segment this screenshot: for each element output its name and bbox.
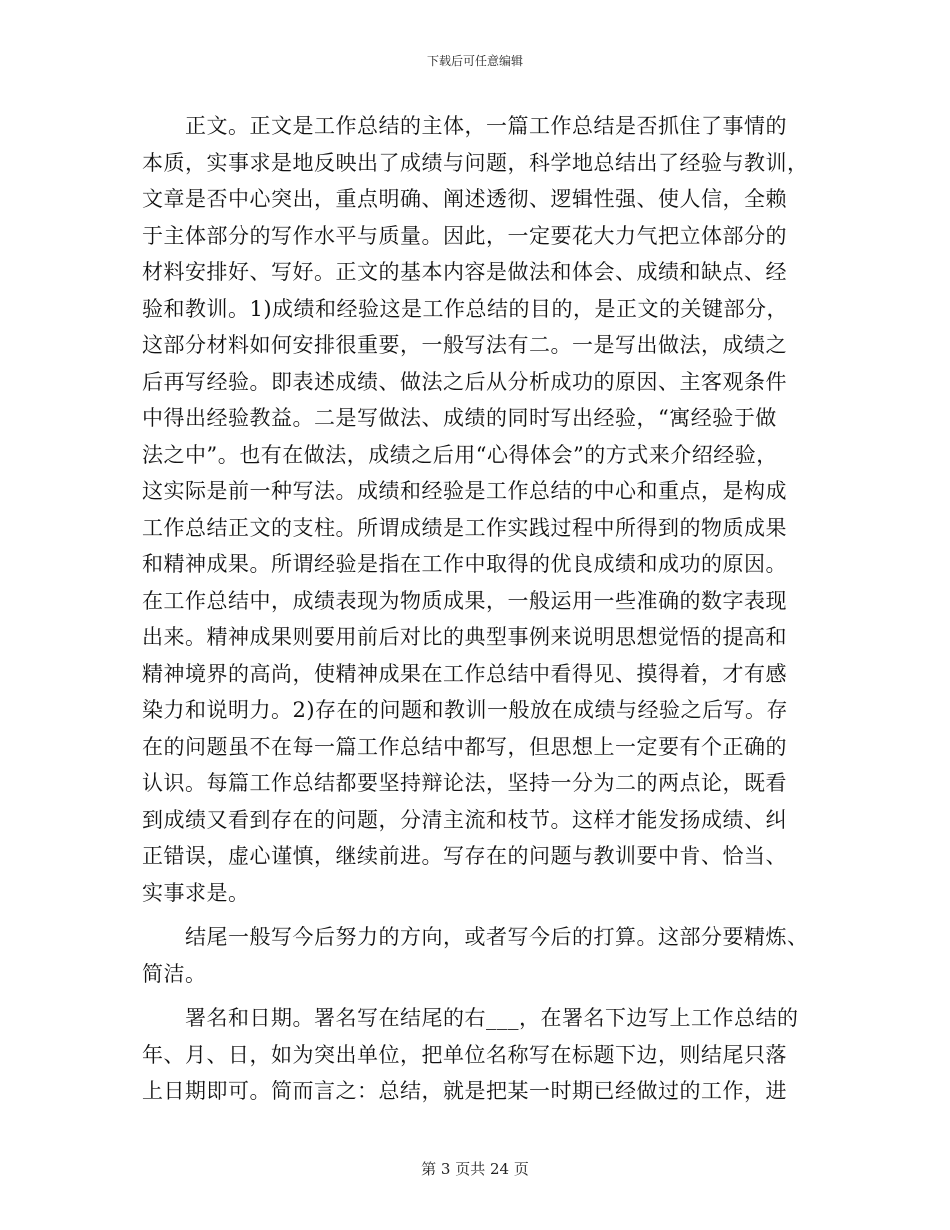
text-line: 正错误，虚心谨慎，继续前进。写存在的问题与教训要中肯、恰当、 bbox=[142, 844, 787, 868]
text-line: 认识。每篇工作总结都要坚持辩论法，坚持一分为二的两点论，既看 bbox=[142, 771, 787, 795]
text-line: 年、月、日，如为突出单位，把单位名称写在标题下边，则结尾只落 bbox=[142, 1042, 787, 1067]
text-line: 在的问题虽不在每一篇工作总结中都写，但思想上一定要有个正确的 bbox=[142, 734, 787, 759]
text-line: 中得出经验教益。二是写做法、成绩的同时写出经验，“寓经验于做 bbox=[142, 406, 777, 430]
text-line: 结尾一般写今后努力的方向，或者写今后的打算。这部分要精炼、 bbox=[142, 925, 809, 949]
text-line: 上日期即可。简而言之：总结，就是把某一时期已经做过的工作，进 bbox=[142, 1079, 787, 1103]
text-line: 验和教训。1)成绩和经验这是工作总结的目的，是正文的关键部分， bbox=[142, 296, 789, 321]
text-line: 法之中”。也有在做法，成绩之后用“心得体会”的方式来介绍经验， bbox=[142, 442, 778, 467]
paragraph-gap bbox=[142, 992, 812, 1000]
document-body bbox=[142, 108, 812, 1110]
text-line: 正文。正文是工作总结的主体，一篇工作总结是否抓住了事情的 bbox=[142, 114, 787, 138]
text-line: 材料安排好、写好。正文的基本内容是做法和体会、成绩和缺点、经 bbox=[142, 260, 787, 284]
text-line: 实事求是。 bbox=[142, 880, 250, 905]
text-line: 染力和说明力。2)存在的问题和教训一般放在成绩与经验之后写。存 bbox=[142, 698, 789, 722]
text-line: 于主体部分的写作水平与质量。因此，一定要花大力气把立体部分的 bbox=[142, 223, 787, 248]
paragraph-ending bbox=[142, 919, 812, 992]
text-line: 工作总结正文的支柱。所谓成绩是工作实践过程中所得到的物质成果 bbox=[142, 515, 787, 540]
text-line: 到成绩又看到存在的问题，分清主流和枝节。这样才能发扬成绩、纠 bbox=[142, 807, 787, 832]
text-line: 精神境界的高尚，使精神成果在工作总结中看得见、摸得着，才有感 bbox=[142, 661, 787, 686]
text-line: 文章是否中心突出，重点明确、阐述透彻、逻辑性强、使人信，全赖 bbox=[142, 187, 787, 211]
text-line: 后再写经验。即表述成绩、做法之后从分析成功的原因、主客观条件 bbox=[142, 369, 787, 394]
text-line: 在工作总结中，成绩表现为物质成果，一般运用一些准确的数字表现 bbox=[142, 588, 787, 613]
text-line: 这实际是前一种写法。成绩和经验是工作总结的中心和重点，是构成 bbox=[142, 479, 787, 503]
text-line: 出来。精神成果则要用前后对比的典型事例来说明思想觉悟的提高和 bbox=[142, 625, 787, 649]
text-line: 和精神成果。所谓经验是指在工作中取得的优良成绩和成功的原因。 bbox=[142, 552, 787, 576]
text-line: 简洁。 bbox=[142, 961, 207, 986]
text-line: 本质，实事求是地反映出了成绩与问题，科学地总结出了经验与教训， bbox=[142, 150, 809, 175]
paragraph-signature bbox=[142, 1000, 812, 1110]
page-number-footer: 第 3 页共 24 页 bbox=[421, 1160, 529, 1178]
paragraph-gap bbox=[142, 911, 812, 919]
page-header: 下载后可任意编辑 bbox=[426, 54, 523, 68]
paragraph-main-body bbox=[142, 108, 812, 911]
text-line: 署名和日期。署名写在结尾的右___，在署名下边写上工作总结的 bbox=[142, 1006, 799, 1030]
text-line: 这部分材料如何安排很重要，一般写法有二。一是写出做法，成绩之 bbox=[142, 333, 787, 357]
